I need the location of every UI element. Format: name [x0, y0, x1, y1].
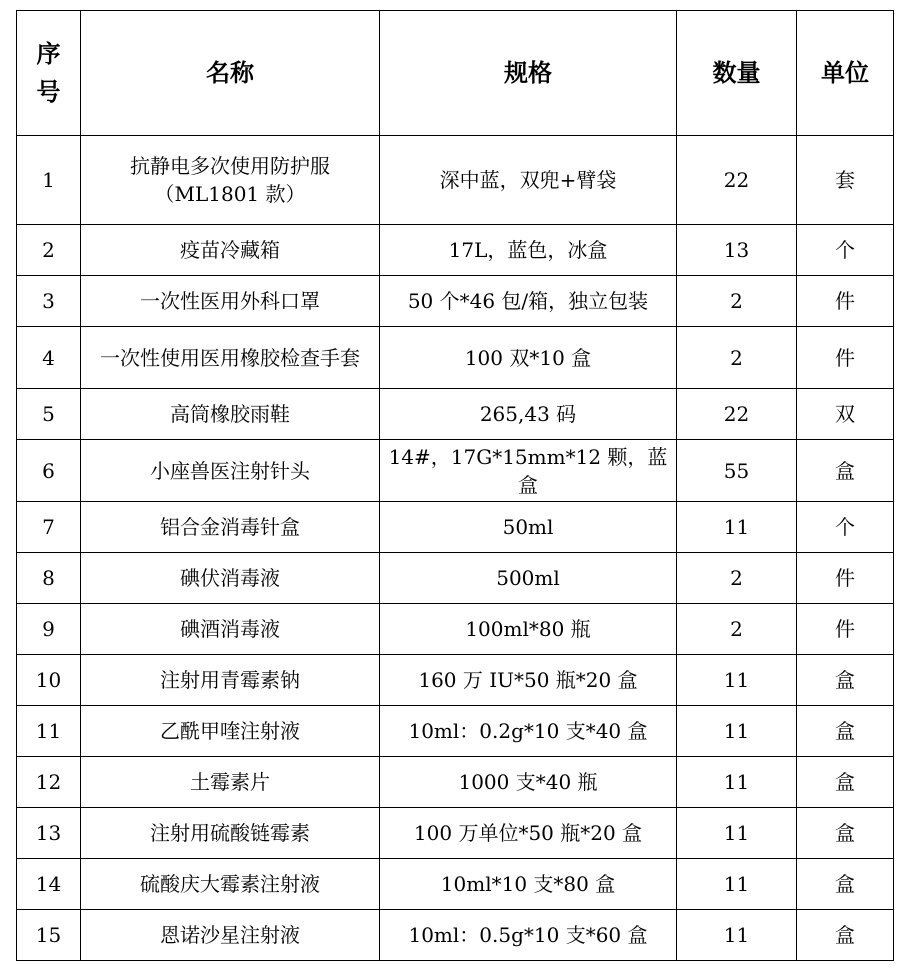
row-no: 10: [17, 655, 81, 706]
row-unit: 盒: [797, 757, 894, 808]
row-spec: 深中蓝，双兜+臂袋: [380, 136, 677, 225]
row-name: 疫苗冷藏箱: [81, 225, 380, 276]
row-no: 12: [17, 757, 81, 808]
row-spec: 10ml：0.2g*10 支*40 盒: [380, 706, 677, 757]
row-no: 6: [17, 440, 81, 502]
row-qty: 22: [677, 136, 797, 225]
row-unit: 盒: [797, 706, 894, 757]
row-name: 小座兽医注射针头: [81, 440, 380, 502]
row-no: 5: [17, 389, 81, 440]
header-seq: [17, 11, 81, 136]
row-name: 铝合金消毒针盒: [81, 502, 380, 553]
row-spec: 100ml*80 瓶: [380, 604, 677, 655]
row-name: 硫酸庆大霉素注射液: [81, 859, 380, 910]
row-name: 恩诺沙星注射液: [81, 910, 380, 961]
row-qty: 11: [677, 502, 797, 553]
row-name: 高筒橡胶雨鞋: [81, 389, 380, 440]
table-row: [17, 136, 894, 225]
row-unit: 盒: [797, 440, 894, 502]
row-unit: 件: [797, 276, 894, 327]
table-row: [17, 859, 894, 910]
row-unit: 盒: [797, 859, 894, 910]
row-qty: 11: [677, 655, 797, 706]
row-no: 15: [17, 910, 81, 961]
row-unit: 件: [797, 327, 894, 389]
row-no: 8: [17, 553, 81, 604]
supplies-table: [16, 10, 894, 961]
row-no: 11: [17, 706, 81, 757]
row-spec: 265,43 码: [380, 389, 677, 440]
table-row: [17, 440, 894, 502]
row-no: 13: [17, 808, 81, 859]
table-row: [17, 389, 894, 440]
row-qty: 2: [677, 553, 797, 604]
row-no: 9: [17, 604, 81, 655]
header-spec: 规格: [380, 11, 677, 136]
row-spec: 50ml: [380, 502, 677, 553]
table-row: [17, 706, 894, 757]
row-spec: 500ml: [380, 553, 677, 604]
row-qty: 55: [677, 440, 797, 502]
row-name: 一次性医用外科口罩: [81, 276, 380, 327]
row-no: 1: [17, 136, 81, 225]
table-row: [17, 604, 894, 655]
row-spec: 50 个*46 包/箱，独立包装: [380, 276, 677, 327]
table-row: [17, 276, 894, 327]
row-name: 乙酰甲喹注射液: [81, 706, 380, 757]
row-name: 一次性使用医用橡胶检查手套: [81, 327, 380, 389]
row-unit: 套: [797, 136, 894, 225]
row-qty: 22: [677, 389, 797, 440]
row-qty: 13: [677, 225, 797, 276]
row-unit: 件: [797, 553, 894, 604]
row-qty: 2: [677, 276, 797, 327]
row-unit: 盒: [797, 910, 894, 961]
row-unit: 个: [797, 225, 894, 276]
row-name: 土霉素片: [81, 757, 380, 808]
row-spec: 100 双*10 盒: [380, 327, 677, 389]
row-no: 2: [17, 225, 81, 276]
header-row: [17, 11, 894, 136]
table-row: [17, 757, 894, 808]
row-name-line1: 抗静电多次使用防护服: [130, 154, 330, 178]
row-spec: 17L，蓝色，冰盒: [380, 225, 677, 276]
header-unit: 单位: [797, 11, 894, 136]
row-spec: 10ml：0.5g*10 支*60 盒: [380, 910, 677, 961]
table-row: [17, 225, 894, 276]
row-name: 注射用青霉素钠: [81, 655, 380, 706]
header-qty: 数量: [677, 11, 797, 136]
row-name: 碘伏消毒液: [81, 553, 380, 604]
row-spec: 160 万 IU*50 瓶*20 盒: [380, 655, 677, 706]
row-qty: 2: [677, 327, 797, 389]
row-spec: 100 万单位*50 瓶*20 盒: [380, 808, 677, 859]
table-row: [17, 808, 894, 859]
header-name: 名称: [81, 11, 380, 136]
table-row: [17, 655, 894, 706]
row-name: 碘酒消毒液: [81, 604, 380, 655]
row-unit: 个: [797, 502, 894, 553]
row-qty: 2: [677, 604, 797, 655]
row-spec: 1000 支*40 瓶: [380, 757, 677, 808]
row-name: 注射用硫酸链霉素: [81, 808, 380, 859]
row-no: 3: [17, 276, 81, 327]
row-spec: 10ml*10 支*80 盒: [380, 859, 677, 910]
row-qty: 11: [677, 706, 797, 757]
row-unit: 双: [797, 389, 894, 440]
row-name-line2: （ML1801 款）: [154, 182, 306, 206]
row-no: 7: [17, 502, 81, 553]
row-unit: 盒: [797, 655, 894, 706]
row-spec: 14#，17G*15mm*12 颗，蓝盒: [380, 440, 677, 502]
header-seq-line1: 序: [36, 40, 61, 68]
row-unit: 盒: [797, 808, 894, 859]
row-qty: 11: [677, 910, 797, 961]
row-no: 4: [17, 327, 81, 389]
row-qty: 11: [677, 757, 797, 808]
row-qty: 11: [677, 808, 797, 859]
table-row: [17, 502, 894, 553]
row-unit: 件: [797, 604, 894, 655]
table-row: [17, 553, 894, 604]
header-seq-line2: 号: [36, 78, 61, 106]
row-name: [81, 136, 380, 225]
row-qty: 11: [677, 859, 797, 910]
table-row: [17, 910, 894, 961]
table-row: [17, 327, 894, 389]
row-no: 14: [17, 859, 81, 910]
